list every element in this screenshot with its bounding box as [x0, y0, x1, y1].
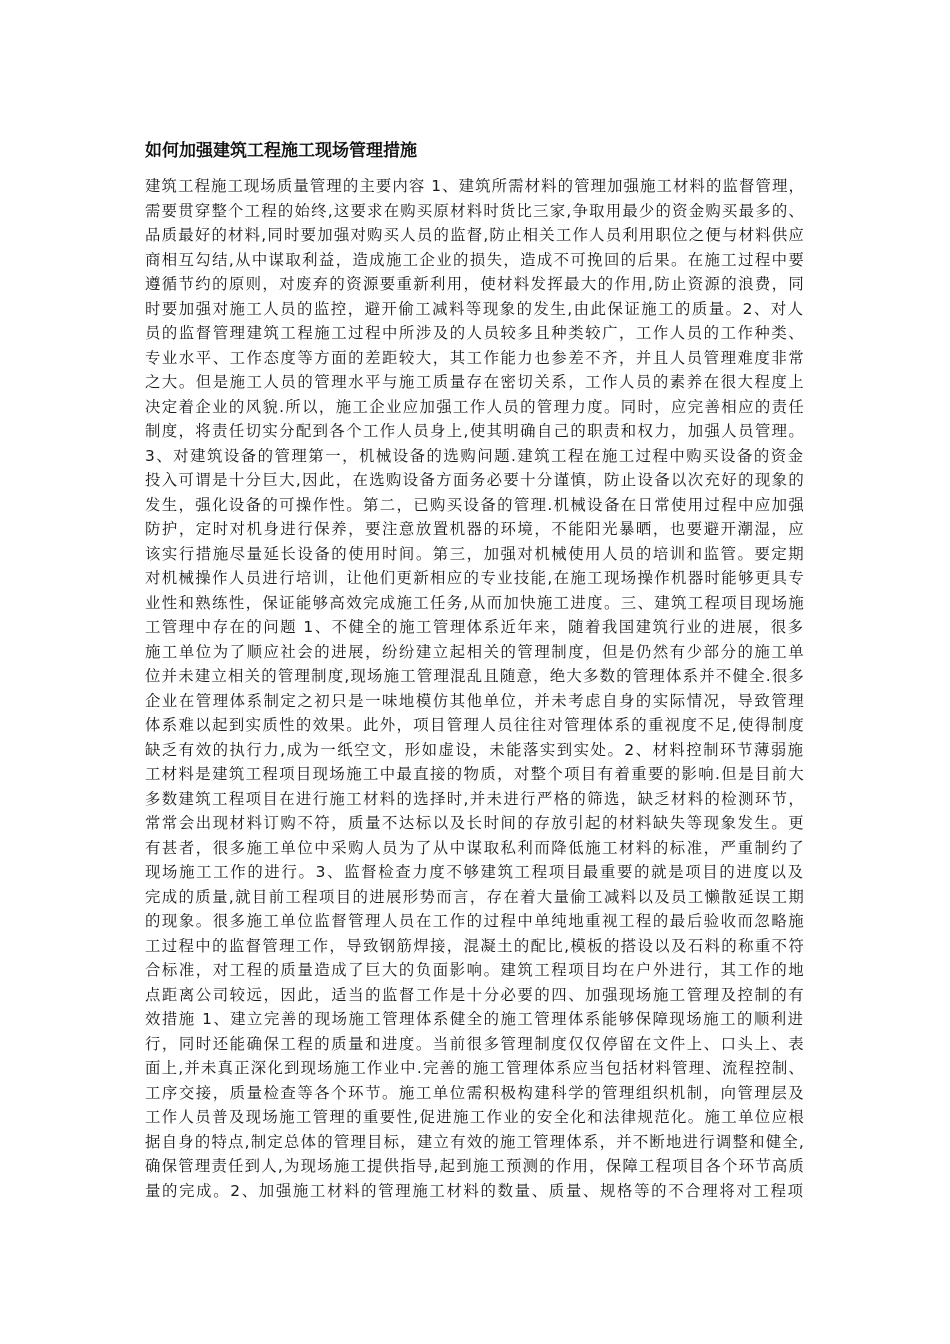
- body-text-line: 完成的质量,就目前工程项目的进展形势而言，存在着大量偷工减料以及员工懒散延误工期: [145, 887, 805, 906]
- body-text-line: 3、对建筑设备的管理第一，机械设备的选购问题.建筑工程在施工过程中购买设备的资金: [145, 446, 805, 465]
- body-text-line: 体系难以起到实质性的效果。此外，项目管理人员往往对管理体系的重视度不足,使得制度: [145, 716, 805, 734]
- body-text-line: 合标准，对工程的质量造成了巨大的负面影响。建筑工程项目均在户外进行，其工作的地: [145, 961, 805, 979]
- body-text-line: 多数建筑工程项目在进行施工材料的选择时,并未进行严格的筛选，缺乏材料的检测环节，: [145, 789, 805, 808]
- body-text-line: 商相互勾结,从中谋取利益，造成施工企业的损失，造成不可挽回的后果。在施工过程中要: [145, 250, 805, 269]
- body-text-line: 企业在管理体系制定之初只是一味地模仿其他单位，并未考虑自身的实际情况，导致管理: [145, 691, 805, 710]
- body-text-line: 建筑工程施工现场质量管理的主要内容 1、建筑所需材料的管理加强施工材料的监督管理，: [145, 177, 805, 195]
- document-body: [145, 174, 805, 1203]
- body-text-line: 遵循节约的原则，对废弃的资源要重新利用，使材料发挥最大的作用,防止资源的浪费，同: [145, 275, 805, 293]
- body-text-line: 对机械操作人员进行培训，让他们更新相应的专业技能,在施工现场操作机器时能够更具专: [145, 569, 805, 587]
- body-text-line: 时要加强对施工人员的监控，避开偷工减料等现象的发生,由此保证施工的质量。2、对人: [145, 299, 805, 318]
- body-text-line: 确保管理责任到人,为现场施工提供指导,起到施工预测的作用，保障工程项目各个环节高质: [145, 1157, 805, 1175]
- body-text-line: 位并未建立相关的管理制度,现场施工管理混乱且随意，绝大多数的管理体系并不健全.很多: [145, 667, 805, 685]
- body-text-line: 常常会出现材料订购不符，质量不达标以及长时间的存放引起的材料缺失等现象发生。更: [145, 814, 805, 832]
- body-text-line: 制度，将责任切实分配到各个工作人员身上,使其明确自己的职责和权力，加强人员管理。: [145, 422, 805, 440]
- body-text-line: 专业水平、工作态度等方面的差距较大，其工作能力也参差不齐，并且人员管理难度非常: [145, 348, 805, 367]
- body-text-line: 行，同时还能确保工程的质量和进度。当前很多管理制度仅仅停留在文件上、口头上、表: [145, 1034, 805, 1053]
- body-text-line: 点距离公司较远，因此，适当的监督工作是十分必要的四、加强现场施工管理及控制的有: [145, 985, 805, 1004]
- body-text-line: 工过程中的监督管理工作，导致钢筋焊接，混凝土的配比,模板的搭设以及石料的称重不符: [145, 936, 805, 955]
- body-text-line: 工管理中存在的问题 1、不健全的施工管理体系近年来，随着我国建筑行业的进展，很多: [145, 618, 805, 636]
- body-text-line: 员的监督管理建筑工程施工过程中所涉及的人员较多且种类较广，工作人员的工作种类、: [145, 324, 805, 342]
- body-text-line: 量的完成。2、加强施工材料的管理施工材料的数量、质量、规格等的不合理将对工程项: [145, 1181, 805, 1200]
- document-title: 如何加强建筑工程施工现场管理措施: [145, 141, 417, 161]
- body-text-line: 有甚者，很多施工单位中采购人员为了从中谋取私利而降低施工材料的标准，严重制约了: [145, 838, 805, 857]
- body-text-line: 工序交接，质量检查等各个环节。施工单位需积极构建科学的管理组织机制，向管理层及: [145, 1083, 805, 1102]
- body-text-line: 业性和熟练性，保证能够高效完成施工任务,从而加快施工进度。三、建筑工程项目现场施: [145, 593, 805, 612]
- body-text-line: 面上,并未真正深化到现场施工作业中.完善的施工管理体系应当包括材料管理、流程控制、: [145, 1059, 805, 1077]
- body-text-line: 工材料是建筑工程项目现场施工中最直接的物质，对整个项目有着重要的影响.但是目前大: [145, 765, 805, 783]
- body-text-line: 投入可谓是十分巨大,因此，在选购设备方面务必要十分谨慎，防止设备以次充好的现象的: [145, 471, 805, 489]
- body-text-line: 的现象。很多施工单位监督管理人员在工作的过程中单纯地重视工程的最后验收而忽略施: [145, 912, 805, 930]
- body-text-line: 效措施 1、建立完善的现场施工管理体系健全的施工管理体系能够保障现场施工的顺利进: [145, 1010, 805, 1028]
- body-text-line: 据自身的特点,制定总体的管理目标，建立有效的施工管理体系，并不断地进行调整和健全,: [145, 1132, 805, 1151]
- body-text-line: 品质最好的材料,同时要加强对购买人员的监督,防止相关工作人员利用职位之便与材料供应: [145, 226, 805, 244]
- body-text-line: 决定着企业的风貌.所以，施工企业应加强工作人员的管理力度。同时，应完善相应的责任: [145, 397, 805, 416]
- body-text-line: 之大。但是施工人员的管理水平与施工质量存在密切关系，工作人员的素养在很大程度上: [145, 373, 805, 391]
- body-text-line: 需要贯穿整个工程的始终,这要求在购买原材料时货比三家,争取用最少的资金购买最多的、: [145, 201, 805, 220]
- body-text-line: 发生，强化设备的可操作性。第二，已购买设备的管理.机械设备在日常使用过程中应加强: [145, 495, 805, 514]
- body-text-line: 施工单位为了顺应社会的进展，纷纷建立起相关的管理制度，但是仍然有少部分的施工单: [145, 642, 805, 661]
- body-text-line: 防护，定时对机身进行保养，要注意放置机器的环境，不能阳光暴晒，也要避开潮湿，应: [145, 520, 805, 538]
- body-text-line: 现场施工工作的进行。3、监督检查力度不够建筑工程项目最重要的就是项目的进度以及: [145, 863, 805, 881]
- body-text-line: 工作人员普及现场施工管理的重要性,促进施工作业的安全化和法律规范化。施工单位应根: [145, 1108, 805, 1126]
- body-text-line: 缺乏有效的执行力,成为一纸空文，形如虚设，未能落实到实处。2、材料控制环节薄弱施: [145, 740, 805, 759]
- body-text-line: 该实行措施尽量延长设备的使用时间。第三，加强对机械使用人员的培训和监管。要定期: [145, 544, 805, 563]
